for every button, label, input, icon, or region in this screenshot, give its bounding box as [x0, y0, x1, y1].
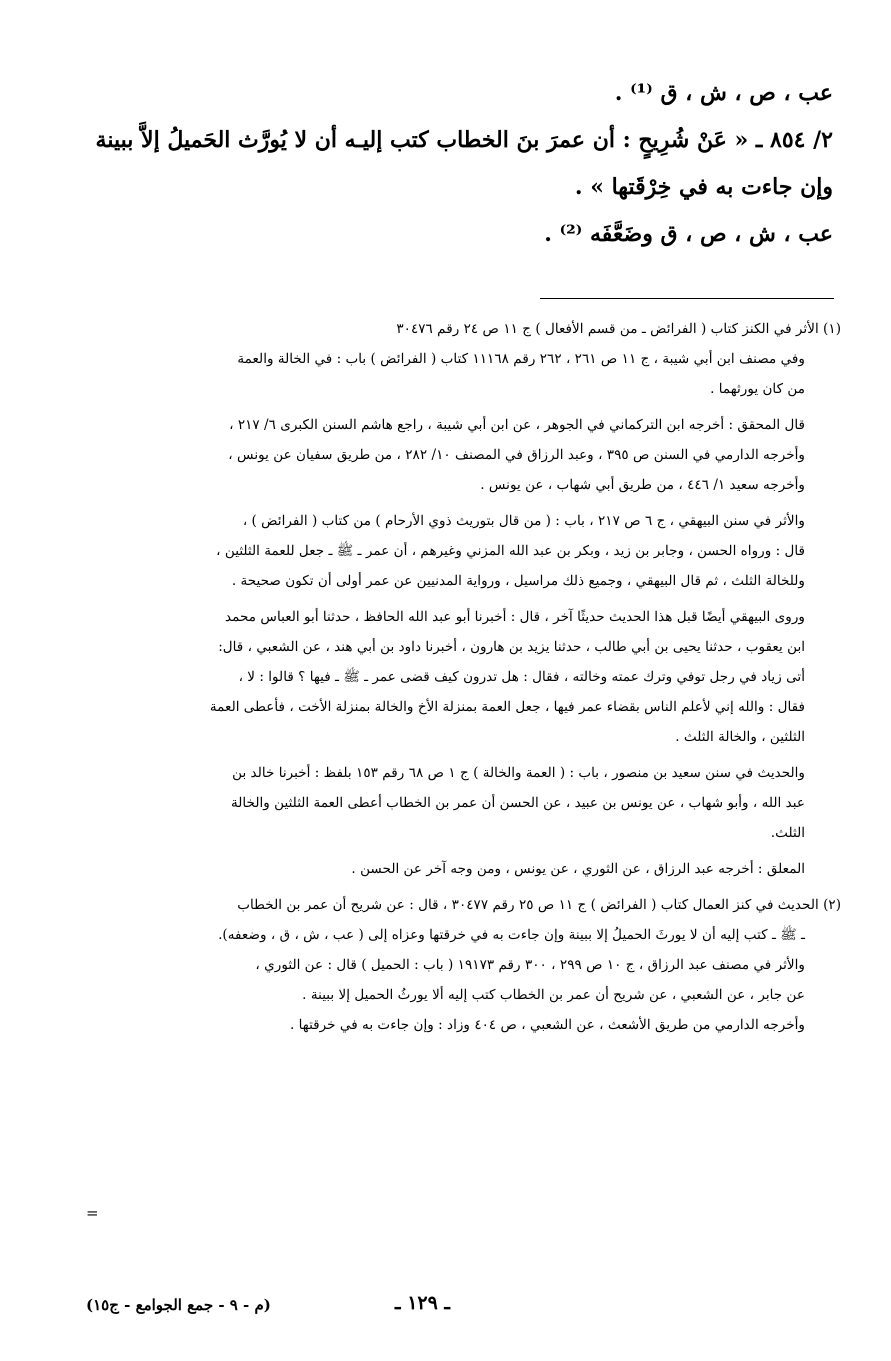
footnote-line: ـ ﷺ ـ كتب إليه أن لا يورثَ الحميلُ إلا ببينة وإن جاءت به في خرقتها وعزاه إلى ( عب ، ش ، ق ، وضعفه).	[218, 927, 805, 943]
footnote-line: من كان يورثهما .	[710, 381, 805, 397]
footnote-line: عبد الله ، وأبو شهاب ، عن يونس بن عبيد ، عن الحسن أن عمر بن الخطاب أعطى العمة الثلثين والخالة	[230, 795, 805, 811]
footnote-line: وروى البيهقي أيضًا قبل هذا الحديث حديثًا آخر ، قال : أخبرنا أبو عبد الله الحافظ ، حدثنا أبو العباس محمد	[225, 609, 805, 625]
footnote-line: أتى زياد في رجل توفي وترك عمته وخالته ، فقال : هل تدرون كيف قضى عمر ـ ﷺ ـ فيها ؟ قالوا : لا ،	[238, 669, 805, 685]
main-text	[62, 70, 833, 258]
footnote-line: ابن يعقوب ، حدثنا يحيى بن أبي طالب ، حدثنا يزيد بن هارون ، أخبرنا داود بن أبي هند ، عن الشعبي ، قال:	[218, 639, 805, 655]
footnote-line: والحديث في سنن سعيد بن منصور ، باب : ( العمة والخالة ) ج ١ ص ٦٨ رقم ١٥٣ بلفظ : أخبرنا خالد بن	[232, 765, 805, 781]
footnote-paragraph	[75, 410, 841, 500]
footnote-paragraph	[75, 506, 841, 596]
footnote-line: المعلق : أخرجه عبد الرزاق ، عن الثوري ، عن يونس ، ومن وجه آخر عن الحسن .	[351, 861, 805, 877]
footnote-line: والأثر في مصنف عبد الرزاق ، ج ١٠ ص ٢٩٩ ، ٣٠٠ رقم ١٩١٧٣ ( باب : الحميل ) قال : عن الثوري ،	[255, 957, 805, 973]
footnote-line: (١) الأثر في الكنز كتاب ( الفرائض ـ من قسم الأفعال ) ج ١١ ص ٢٤ رقم ٣٠٤٧٦	[396, 321, 841, 337]
page-number: ـ ١٢٩ ـ	[395, 1292, 450, 1314]
footnote-paragraph	[75, 854, 841, 884]
footnote-line: الثلثين ، والخالة الثلث .	[675, 729, 805, 745]
footnote-line: (٢) الحديث في كنز العمال كتاب ( الفرائض ) ج ١١ ص ٢٥ رقم ٣٠٤٧٧ ، قال : عن شريح أن عمر بن الخطاب	[237, 897, 841, 913]
book-signature: (م - ٩ - جمع الجوامع - ج١٥)	[86, 1296, 271, 1314]
footnote-paragraph	[75, 758, 841, 848]
footnote-line: فقال : والله إني لأعلم الناس بقضاء عمر فيها ، جعل العمة بمنزلة الأخ والخالة بمنزلة الأخت ، فأعطى العمة	[209, 699, 805, 715]
footnote-line: والأثر في سنن البيهقي ، ج ٦ ص ٢١٧ ، باب : ( من قال بتوريث ذوي الأرحام ) من كتاب ( الفرائض ) ،	[242, 513, 805, 529]
footnote-line: وللخالة الثلث ، ثم قال البيهقي ، وجميع ذلك مراسيل ، ورواية المدنيين عن عمر أولى أن تكون صحيحة .	[231, 573, 805, 589]
citation-line-1: عب ، ص ، ش ، ق ⁽¹⁾ .	[614, 80, 833, 106]
hadith-line-2: وإن جاءت به في خِرْقَتها » .	[574, 174, 833, 200]
footnote-paragraph	[75, 314, 841, 404]
footnote-divider	[540, 298, 834, 299]
footnote-line: وأخرجه سعيد ١/ ٤٤٦ ، من طريق أبي شهاب ، عن يونس .	[480, 477, 805, 493]
footnote-line: وأخرجه الدارمي من طريق الأشعث ، عن الشعبي ، ص ٤٠٤ وزاد : وإن جاءت به في خرقتها .	[290, 1017, 805, 1033]
footnote-paragraph	[75, 890, 841, 1040]
footnote-line: عن جابر ، عن الشعبي ، عن شريح أن عمر بن الخطاب كتب إليه ألا يورثُ الحميل إلا ببينة .	[302, 987, 805, 1003]
footnote-line: قال المحقق : أخرجه ابن التركماني في الجوهر ، عن ابن أبي شيبة ، راجع هاشم السنن الكبرى ٦/ ٢١٧ ،	[229, 417, 805, 433]
continuation-mark: =	[86, 1204, 99, 1222]
footnote-paragraph	[75, 602, 841, 752]
footnotes	[75, 314, 841, 1046]
footnote-line: الثلث.	[770, 825, 805, 841]
hadith-line-1: ٢/ ٨٥٤ ـ « عَنْ شُرِيحٍ : أن عمرَ بنَ الخطاب كتب إليـه أن لا يُورَّث الحَميلُ إلاَّ ببينة	[95, 127, 833, 153]
citation-line-2: عب ، ش ، ص ، ق وضَعَّفَه ⁽²⁾ .	[544, 221, 833, 247]
footnote-line: وأخرجه الدارمي في السنن ص ٣٩٥ ، وعبد الرزاق في المصنف ١٠/ ٢٨٢ ، من طريق سفيان عن يونس ،	[228, 447, 805, 463]
footnote-line: وفي مصنف ابن أبي شيبة ، ج ١١ ص ٢٦١ ، ٢٦٢ رقم ١١١٦٨ كتاب ( الفرائض ) باب : في الخالة والعمة	[237, 351, 805, 367]
footnote-line: قال : ورواه الحسن ، وجابر بن زيد ، وبكر بن عبد الله المزني وغيرهم ، أن عمر ـ ﷺ ـ جعل للعمة الثلثين ،	[216, 543, 805, 559]
